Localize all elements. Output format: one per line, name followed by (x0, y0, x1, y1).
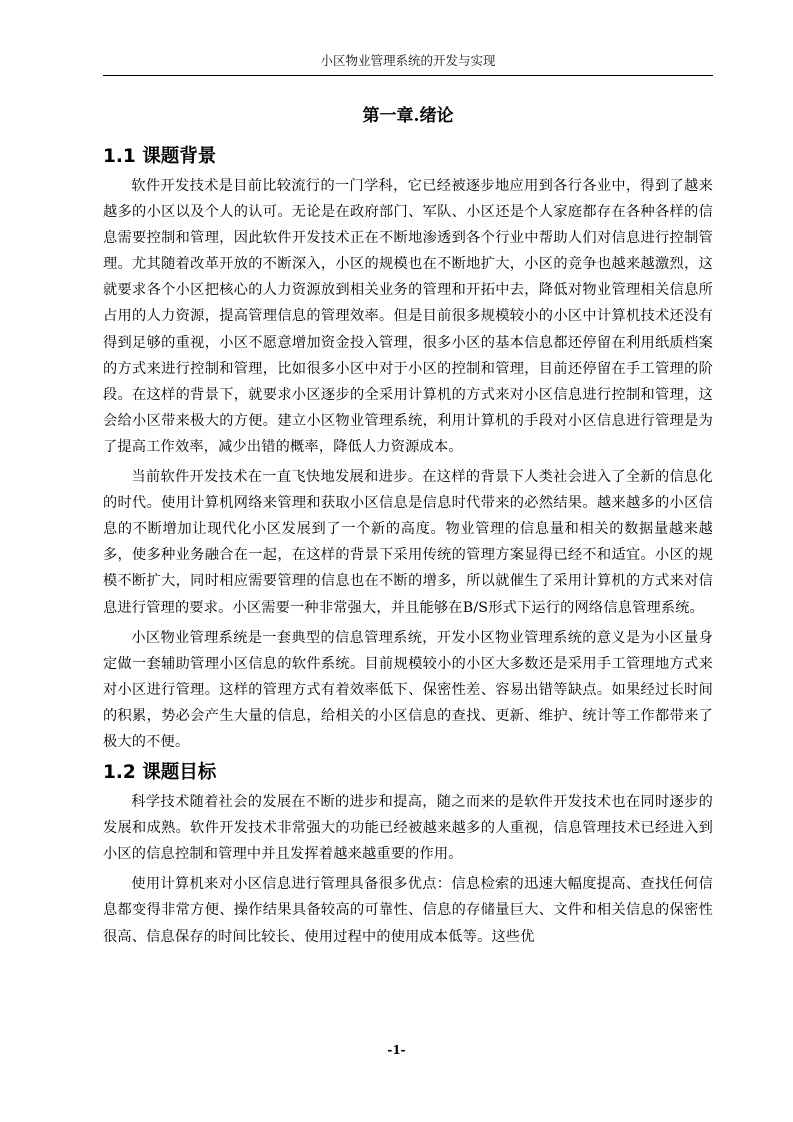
page-body (103, 103, 713, 954)
section-heading-1-2: 1.2 课题目标 (103, 762, 217, 784)
section-heading-1-1: 1.1 课题背景 (103, 146, 217, 167)
running-header: 小区物业管理系统的开发与实现 (320, 53, 496, 68)
paragraph: 小区物业管理系统是一套典型的信息管理系统，开发小区物业管理系统的意义是为小区量身定做一套辅助管理小区信息的软件系统。目前规模较小的小区大多数还是采用手工管理地方式来对小区进行管理。这样的管理方式有着效率低下、保密性差、容易出错等缺点。如果经过长时间的积累，势必会产生大量的信息，给相关的小区信息的查找、更新、维护、统计等工作都带来了极大的不便。 (103, 629, 713, 750)
paragraph: 使用计算机来对小区信息进行管理具备很多优点：信息检索的迅速大幅度提高、查找任何信息都变得非常方便、操作结果具备较高的可靠性、信息的存储量巨大、文件和相关信息的保密性很高、信息保存的时间比较长、使用过程中的使用成本低等。这些优 (103, 876, 713, 945)
page-number: -1- (387, 1043, 406, 1057)
paragraph: 当前软件开发技术在一直飞快地发展和进步。在这样的背景下人类社会进入了全新的信息化的时代。使用计算机网络来管理和获取小区信息是信息时代带来的必然结果。越来越多的小区信息的不断增加让现代化小区发展到了一个新的高度。物业管理的信息量和相关的数据量越来越多，使多种业务融合在一起，在这样的背景下采用传统的管理方案显得已经不和适宜。小区的规模不断扩大，同时相应需要管理的信息也在不断的增多，所以就催生了采用计算机的方式来对信息进行管理的要求。小区需要一种非常强大，并且能够在B/S形式下运行的网络信息管理系统。 (103, 469, 713, 616)
paragraph: 软件开发技术是目前比较流行的一门学科，它已经被逐步地应用到各行各业中，得到了越来越多的小区以及个人的认可。无论是在政府部门、军队、小区还是个人家庭都存在各种各样的信息需要控制和管理，因此软件开发技术正在不断地渗透到各个行业中帮助人们对信息进行控制管理。尤其随着改革开放的不断深入，小区的规模也在不断地扩大，小区的竞争也越来越激烈，这就要求各个小区把核心的人力资源放到相关业务的管理和开拓中去，降低对物业管理相关信息所占用的人力资源，提高管理信息的管理效率。但是目前很多规模较小的小区中计算机技术还没有得到足够的重视，小区不愿意增加资金投入管理，很多小区的基本信息都还停留在利用纸质档案的方式来进行控制和管理，比如很多小区中对于小区的控制和管理，目前还停留在手工管理的阶段。在这样的背景下，就要求小区逐步的全采用计算机的方式来对小区信息进行控制和管理，这会给小区带来极大的方便。建立小区物业管理系统，利用计算机的手段对小区信息进行管理是为了提高工作效率，减少出错的概率，降低人力资源成本。 (103, 178, 713, 455)
header-rule (103, 75, 713, 76)
paragraph: 科学技术随着社会的发展在不断的进步和提高，随之而来的是软件开发技术也在同时逐步的发展和成熟。软件开发技术非常强大的功能已经被越来越多的人重视，信息管理技术已经进入到小区的信息控制和管理中并且发挥着越来越重要的作用。 (103, 794, 713, 863)
chapter-title: 第一章.绪论 (362, 106, 454, 126)
